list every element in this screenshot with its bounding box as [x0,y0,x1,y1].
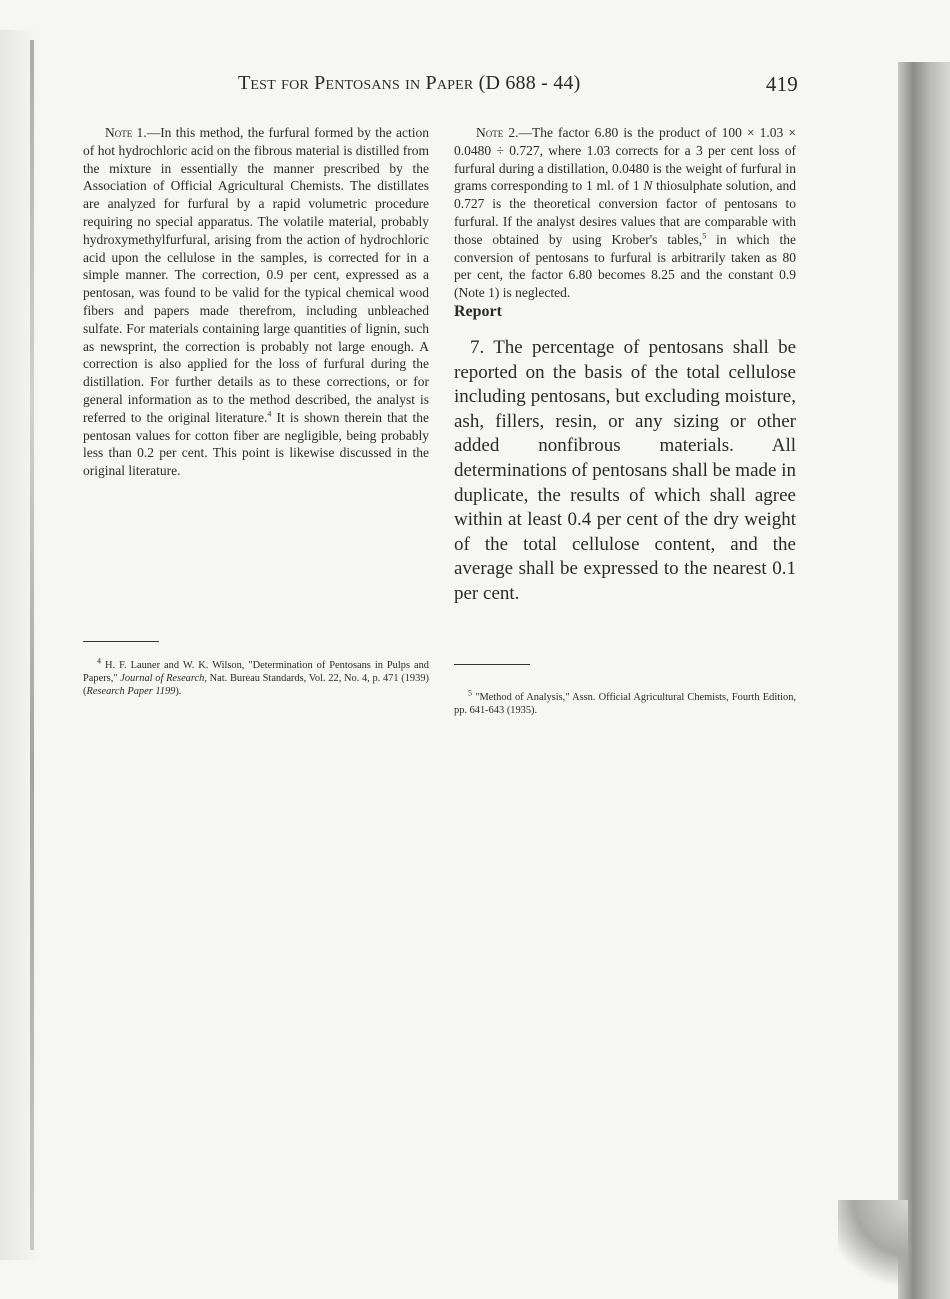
note-1: Note 1.—In this method, the furfural formed by the action of hot hydrochloric acid on the fibrous material is distilled from the mixture in essentially the manner prescribed by the Association of Official Agricultural Chemists. The distillates are analyzed for furfural by a rapid volumetric procedure requiring no special apparatus. The volatile material, probably hydroxymethylfurfural, arising from the action of hydrochloric acid upon the cellulose in the samples, is corrected for in a simple manner. The correction, 0.9 per cent, expressed as a pentosan, was found to be valid for the typical chemical wood fibers and papers made therefrom, including unbleached sulfate. For materials containing large quantities of lignin, such as newsprint, the correction is probably not large enough. A correction is also applied for the loss of furfural during the distillation. For further details as to these corrections, or for general information as to the method described, the analyst is referred to the original literature.$^4$ It is shown therein that the pentosan values for cotton fiber are negligible, being probably less than 0.2 per cent. This point is likewise discussed in the original literature. [83,125,429,479]
footnote-ref-5: 5 [702,231,707,241]
right-column [454,124,796,607]
footnote-ref-4: 4 [267,409,272,419]
running-header [238,72,798,102]
scan-right-edge [898,62,950,1299]
report-paragraph: 7. The percentage of pentosans shall be reported on the basis of the total cellulose including pentosans, but excluding moisture, ash, fillers, resin, or any sizing or other added nonfibrous materials. All determinations of pentosans shall be made in duplicate, the results of which shall agree within at least 0.4 per cent of the dry weight of the total cellulose content, and the average shall be expressed to the nearest 0.1 per cent. [454,336,796,604]
note-2: Note 2.—The factor 6.80 is the product of 100 × 1.03 × 0.0480 ÷ 0.727, where 1.03 corrects for a 3 per cent loss of furfural during a distillation, 0.0480 is the weight of furfural in grams corresponding to 1 ml. of 1 N thiosulphate solution, and 0.727 is the theoretical conversion factor of pentosans to furfural. If the analyst desires values that are comparable with those obtained by using Krober's tables,$^5$ in which the conversion of pentosans to furfural is arbitrarily taken as 80 per cent, the factor 6.80 becomes 8.25 and the constant 0.9 (Note 1) is neglected. [454,125,796,301]
left-column [83,124,429,480]
footnote-rule-left [83,641,159,642]
footnote-4: $^4$ H. F. Launer and W. K. Wilson, "Determination of Pentosans in Pulps and Papers," Journal of Research, Nat. Bureau Standards, Vol. 22, No. 4, p. 471 (1939) (Research Paper 1199). [83,656,429,697]
report-heading: Report [454,302,502,320]
footnote-rule-right [454,664,530,665]
scan-page-curl [838,1200,908,1299]
footnote-5: $^5$ "Method of Analysis," Assn. Official Agricultural Chemists, Fourth Edition, pp. 641-643 (1935). [454,688,796,716]
page-number: 419 [765,72,798,96]
scan-left-edge [0,30,40,1260]
running-title: Test for Pentosans in Paper (D 688 - 44) [238,72,581,94]
scan-binding-shadow [30,40,34,1250]
